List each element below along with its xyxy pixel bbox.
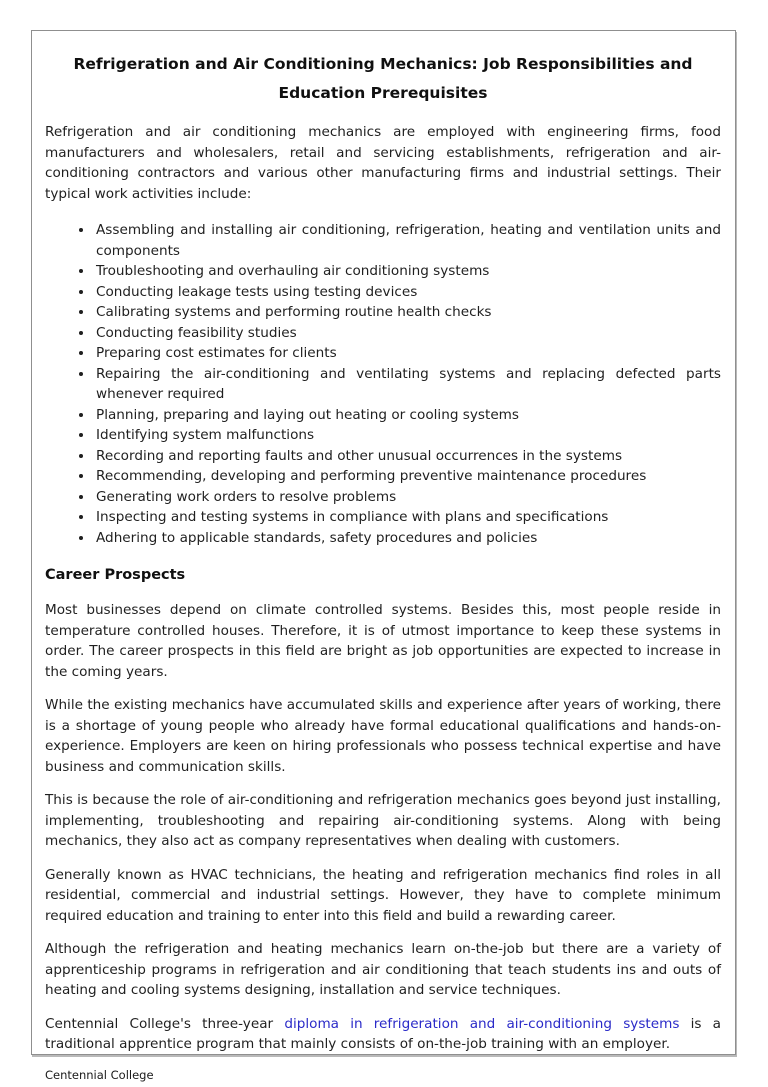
list-item: • Conducting leakage tests using testing devices — [94, 282, 721, 303]
intro-paragraph: Refrigeration and air conditioning mechanics are employed with engineering firms, food manufacturers and wholesalers, retail and servicing establishments, refrigeration and air-conditioning contractors and various other manufacturing firms and industrial settings. Their typical work activities include: — [45, 124, 721, 202]
body-paragraph: Generally known as HVAC technicians, the heating and refrigeration mechanics find roles in all residential, commercial and industrial settings. However, they have to complete minimum required education and training to enter into this field and build a rewarding career. — [45, 866, 721, 924]
body-paragraph: Although the refrigeration and heating mechanics learn on-the-job but there are a variety of apprenticeship programs in refrigeration and air conditioning that teach students ins and outs of heating and cooling systems designing, installation and service techniques. — [45, 941, 721, 998]
career-prospects-heading: Career Prospects — [45, 567, 186, 583]
responsibilities-list — [45, 220, 721, 548]
diploma-link[interactable]: diploma in refrigeration and air-conditioning systems — [284, 1015, 680, 1032]
list-item: • Conducting feasibility studies — [94, 323, 721, 344]
body-paragraph: Most businesses depend on climate controlled systems. Besides this, most people reside in temperature controlled houses. Therefore, it is of utmost importance to keep these systems in order. The career prospects in this field are bright as job opportunities are expected to increase in the coming years. — [45, 602, 721, 680]
closing-paragraph — [45, 1014, 721, 1055]
closing-text-before: Centennial College's three-year — [45, 1015, 285, 1032]
list-item: • Preparing cost estimates for clients — [94, 343, 721, 364]
list-item: • Planning, preparing and laying out heating or cooling systems — [94, 405, 721, 426]
list-item: • Inspecting and testing systems in compliance with plans and specifications — [94, 507, 721, 528]
list-item: • Generating work orders to resolve problems — [94, 487, 721, 508]
list-item: • Troubleshooting and overhauling air conditioning systems — [94, 261, 721, 282]
footer-attribution: Centennial College — [45, 1067, 154, 1082]
list-item: • Adhering to applicable standards, safety procedures and policies — [94, 528, 721, 549]
list-item: • Recording and reporting faults and other unusual occurrences in the systems — [94, 446, 721, 467]
body-paragraph: While the existing mechanics have accumulated skills and experience after years of working, there is a shortage of young people who already have formal educational qualifications and hands-on-experience. Employers are keen on hiring professionals who possess technical expertise and have business and communication skills. — [45, 697, 721, 775]
closing-text-after: is a traditional apprentice program that mainly consists of on-the-job training with an employer. — [45, 1015, 721, 1052]
document-page — [31, 30, 736, 1082]
list-item: • Recommending, developing and performing preventive maintenance procedures — [94, 466, 721, 487]
list-item: • Assembling and installing air conditioning, refrigeration, heating and ventilation units and components — [94, 220, 721, 261]
list-item: • Identifying system malfunctions — [94, 425, 721, 446]
list-item: • Calibrating systems and performing routine health checks — [94, 302, 721, 323]
body-paragraph: This is because the role of air-conditioning and refrigeration mechanics goes beyond just installing, implementing, troubleshooting and repairing air-conditioning systems. Along with being mechanics, they also act as company representatives when dealing with customers. — [45, 792, 721, 849]
document-title: Refrigeration and Air Conditioning Mechanics: Job Responsibilities and Education Prerequisites — [73, 55, 693, 102]
list-item: • Repairing the air-conditioning and ventilating systems and replacing defected parts whenever required — [94, 364, 721, 405]
